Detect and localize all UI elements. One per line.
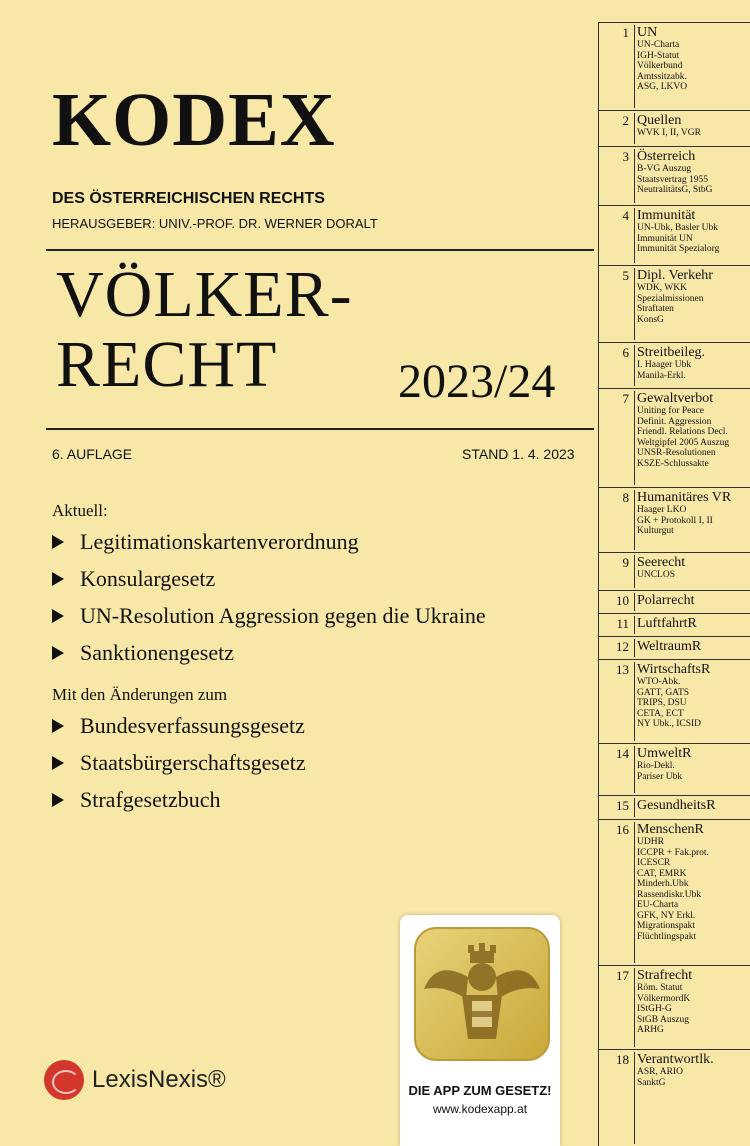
- register-number: 15: [616, 798, 629, 813]
- register-subentry: NY Übk., ICSID: [637, 719, 702, 729]
- register-subentry: I. Haager Übk: [637, 360, 692, 370]
- register-subentry: StGB Auszug: [637, 1014, 689, 1025]
- app-url: www.kodexapp.at: [432, 1102, 528, 1116]
- register-number: 2: [622, 113, 629, 128]
- edition-year: 2023/24: [398, 355, 556, 408]
- register-subentry: Flüchtlingspakt: [637, 931, 697, 942]
- register-title: UN: [637, 25, 658, 40]
- register-subentry: IGH-Statut: [637, 50, 680, 61]
- register-subentry: Minderh.Übk: [637, 879, 689, 889]
- register-subentry: UN-Charta: [637, 40, 680, 50]
- register-subentry: Migrationspakt: [637, 921, 696, 931]
- register-title: Streitbeileg.: [637, 345, 706, 360]
- register-body: [634, 208, 748, 263]
- list-item: Staatsbürgerschaftsgesetz: [52, 744, 306, 781]
- register-subentry: IStGH-G: [637, 1004, 672, 1014]
- register-body: [634, 555, 748, 588]
- app-promo-card: [400, 915, 560, 1146]
- register-subentry: B-VG Auszug: [637, 164, 692, 174]
- register-subentry: GATT, GATS: [637, 687, 690, 698]
- list-item: UN-Resolution Aggression gegen die Ukraine: [52, 597, 486, 634]
- register-body: [634, 345, 748, 386]
- register-body: [634, 662, 748, 741]
- register-subentry: GFK, NY Erkl.: [637, 910, 696, 921]
- register-subentry: NeutralitätsG, StbG: [637, 185, 713, 195]
- register-title: MenschenR: [637, 822, 704, 837]
- register-subentry: ASG, LKVO: [637, 82, 688, 92]
- book-title-line2: RECHT: [56, 328, 278, 401]
- register-item: [598, 659, 750, 743]
- register-subentry: ARHG: [637, 1025, 664, 1035]
- register-item: [598, 265, 750, 342]
- register-subentry: UNCLOS: [637, 570, 676, 580]
- series-subtitle: DES ÖSTERREICHISCHEN RECHTS: [52, 190, 325, 207]
- register-body: [634, 798, 748, 817]
- register-subentry: Definit. Aggression: [637, 416, 712, 427]
- triangle-bullet-icon: [52, 646, 64, 660]
- list-item: Konsulargesetz: [52, 560, 486, 597]
- register-subentry: Staatsvertrag 1955: [637, 174, 708, 185]
- register-title: Verantwortlk.: [637, 1052, 714, 1067]
- register-item: [598, 795, 750, 819]
- register-subentry: Kulturgut: [637, 526, 674, 536]
- lexisnexis-logo-icon: [44, 1060, 84, 1100]
- register-body: [634, 1052, 748, 1144]
- register-tabs: [598, 0, 750, 1146]
- register-item: [598, 743, 750, 795]
- list-item: Strafgesetzbuch: [52, 781, 306, 818]
- register-subentry: Rio-Dekl.: [637, 761, 675, 771]
- register-subentry: ICESCR: [637, 858, 671, 868]
- register-body: [634, 268, 748, 340]
- register-item: [598, 965, 750, 1049]
- register-subentry: GK + Protokoll I, II: [637, 515, 713, 526]
- divider-bottom: [46, 428, 594, 430]
- register-number: 4: [622, 208, 629, 223]
- list-item: Bundesverfassungsgesetz: [52, 707, 306, 744]
- register-subentry: EU-Charta: [637, 900, 679, 910]
- register-subentry: UN-Übk, Basler Übk: [637, 223, 719, 233]
- register-number: 12: [616, 639, 629, 654]
- register-number: 11: [616, 616, 629, 631]
- current-label: Aktuell:: [52, 501, 108, 520]
- register-body: [634, 593, 748, 611]
- register-subentry: Manila-Erkl.: [637, 370, 686, 381]
- register-number: 10: [616, 593, 629, 608]
- eagle-crest-icon: [414, 927, 550, 1061]
- register-body: [634, 639, 748, 657]
- register-subentry: Spezialmissionen: [637, 293, 704, 304]
- register-subentry: Völkerbund: [637, 61, 683, 71]
- book-title-line1: VÖLKER-: [56, 258, 353, 331]
- register-item: [598, 819, 750, 965]
- register-item: [598, 342, 750, 388]
- register-subentry: VölkermordK: [637, 993, 691, 1004]
- register-number: 14: [616, 746, 629, 761]
- editor-line: HERAUSGEBER: UNIV.-PROF. DR. WERNER DORALT: [52, 216, 378, 231]
- register-subentry: Uniting for Peace: [637, 406, 705, 416]
- register-body: [634, 968, 748, 1047]
- register-body: [634, 391, 748, 485]
- register-subentry: Amtssitzabk.: [637, 71, 687, 82]
- edition-number: 6. AUFLAGE: [52, 446, 133, 462]
- register-number: 3: [622, 149, 629, 164]
- register-subentry: ASR, ARIO: [637, 1067, 683, 1077]
- changes-list: [52, 707, 306, 818]
- register-title: Immunität: [637, 208, 696, 223]
- register-title: Quellen: [637, 113, 682, 128]
- register-body: [634, 25, 748, 108]
- register-item: [598, 636, 750, 659]
- changes-label: Mit den Änderungen zum: [52, 685, 228, 704]
- register-subentry: UNSR-Resolutionen: [637, 448, 716, 458]
- register-subentry: Straftaten: [637, 304, 674, 314]
- register-number: 18: [616, 1052, 629, 1067]
- register-subentry: Immunität Spezialorg: [637, 244, 720, 254]
- register-number: 7: [622, 391, 629, 406]
- register-title: Gewaltverbot: [637, 391, 714, 406]
- register-subentry: Pariser Übk: [637, 771, 683, 782]
- triangle-bullet-icon: [52, 572, 64, 586]
- register-subentry: Rassendiskr.Übk: [637, 889, 702, 900]
- register-body: [634, 616, 748, 634]
- register-subentry: ICCPR + Fak.prot.: [637, 847, 709, 858]
- register-title: LuftfahrtR: [637, 616, 697, 631]
- register-item: [598, 22, 750, 110]
- register-title: Österreich: [637, 149, 696, 164]
- register-body: [634, 113, 748, 144]
- register-subentry: Weltgipfel 2005 Auszug: [637, 437, 730, 448]
- register-number: 9: [622, 555, 629, 570]
- register-subentry: WVK I, II, VGR: [637, 128, 701, 138]
- stand-date: STAND 1. 4. 2023: [462, 446, 575, 462]
- register-number: 1: [622, 25, 629, 40]
- register-item: [598, 613, 750, 636]
- publisher-logo: [44, 1060, 226, 1100]
- register-number: 5: [622, 268, 629, 283]
- register-item: [598, 590, 750, 613]
- register-body: [634, 822, 748, 963]
- register-subentry: Röm. Statut: [637, 983, 683, 993]
- register-number: 16: [616, 822, 629, 837]
- register-body: [634, 746, 748, 793]
- register-number: 6: [622, 345, 629, 360]
- register-number: 8: [622, 490, 629, 505]
- register-item: [598, 388, 750, 487]
- register-number: 17: [616, 968, 629, 983]
- register-title: Seerecht: [637, 555, 686, 570]
- register-title: Polarrecht: [637, 593, 695, 608]
- register-subentry: KonsG: [637, 314, 664, 325]
- register-subentry: UDHR: [637, 837, 664, 847]
- register-number: 13: [616, 662, 629, 677]
- register-body: [634, 490, 748, 550]
- register-body: [634, 149, 748, 203]
- register-item: [598, 487, 750, 552]
- current-list: [52, 523, 486, 671]
- register-subentry: Haager LKO: [637, 505, 687, 515]
- register-item: [598, 110, 750, 146]
- register-subentry: SanktG: [637, 1077, 666, 1088]
- register-subentry: TRIPS, DSU: [637, 698, 687, 708]
- register-title: WirtschaftsR: [637, 662, 711, 677]
- publisher-name: LexisNexis®: [92, 1066, 226, 1093]
- register-subentry: KSZE-Schlussakte: [637, 458, 709, 469]
- triangle-bullet-icon: [52, 793, 64, 807]
- register-subentry: Friendl. Relations Decl.: [637, 427, 728, 437]
- brand-title: KODEX: [52, 78, 336, 162]
- register-title: Strafrecht: [637, 968, 693, 983]
- register-title: Humanitäres VR: [637, 490, 732, 505]
- list-item: Sanktionengesetz: [52, 634, 486, 671]
- register-subentry: Immunität UN: [637, 233, 693, 244]
- register-subentry: CETA, ECT: [637, 708, 684, 719]
- triangle-bullet-icon: [52, 756, 64, 770]
- register-subentry: WDK, WKK: [637, 283, 687, 293]
- register-title: GesundheitsR: [637, 798, 716, 813]
- list-item: Legitimationskartenverordnung: [52, 523, 486, 560]
- register-item: [598, 146, 750, 205]
- register-title: UmweltR: [637, 746, 692, 761]
- triangle-bullet-icon: [52, 609, 64, 623]
- register-subentry: WTO-Abk.: [637, 677, 681, 687]
- app-slogan: DIE APP ZUM GESETZ!: [408, 1083, 552, 1098]
- register-item: [598, 552, 750, 590]
- triangle-bullet-icon: [52, 719, 64, 733]
- register-title: Dipl. Verkehr: [637, 268, 713, 283]
- register-item: [598, 205, 750, 265]
- register-item: [598, 1049, 750, 1146]
- register-title: WeltraumR: [637, 639, 702, 654]
- divider-top: [46, 249, 594, 251]
- triangle-bullet-icon: [52, 535, 64, 549]
- register-subentry: CAT, EMRK: [637, 868, 687, 879]
